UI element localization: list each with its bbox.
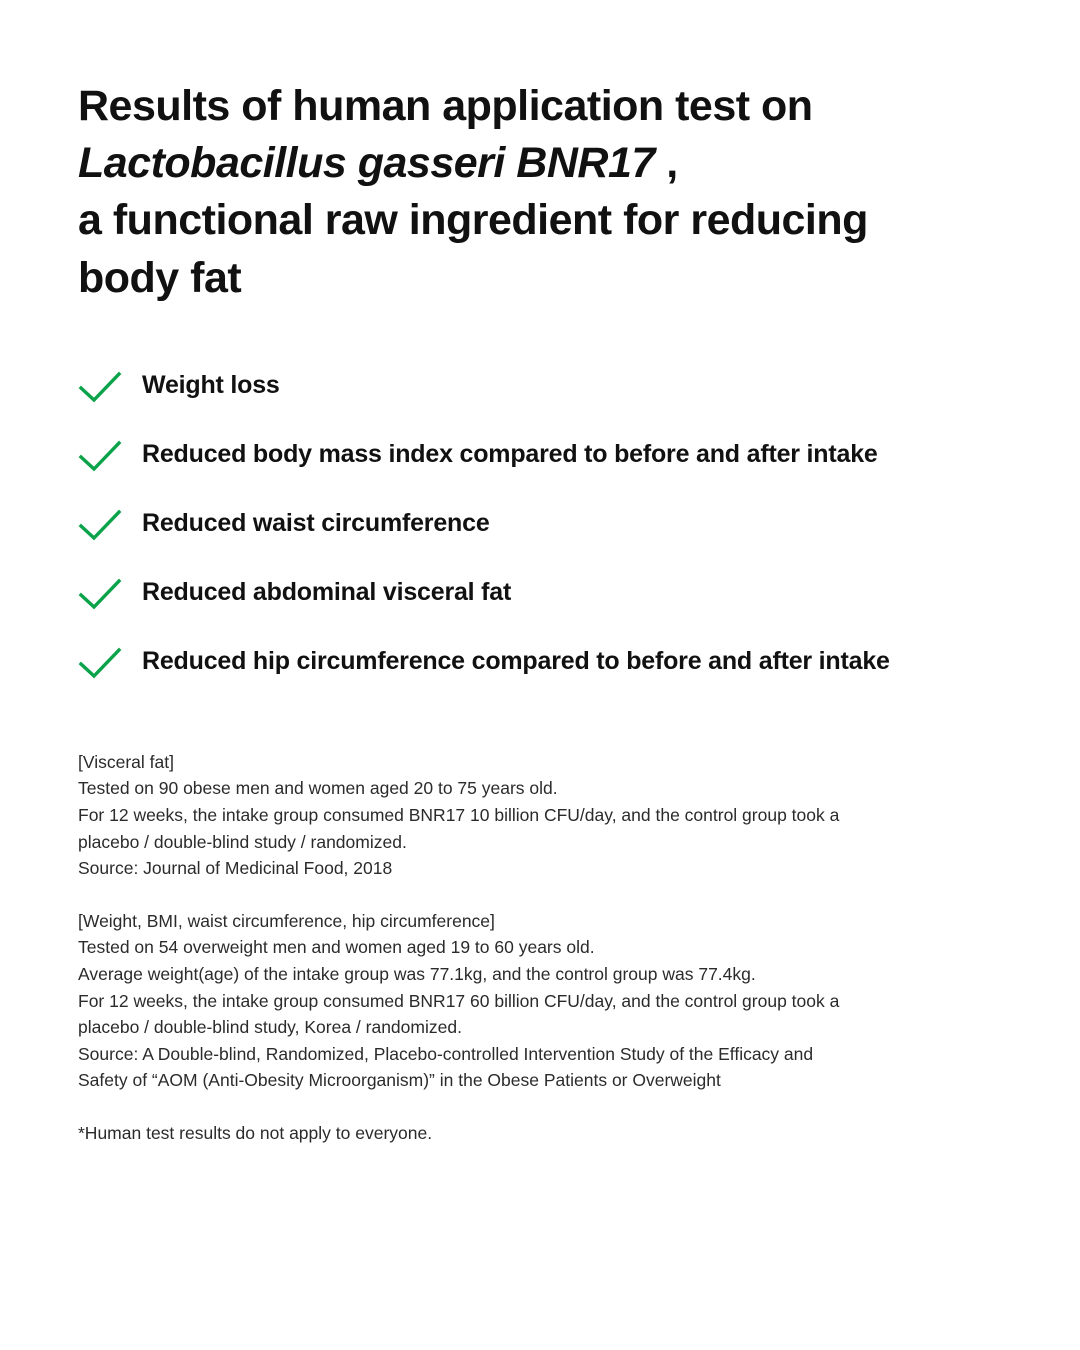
footnote-block-visceral-fat [78, 749, 988, 882]
list-item-label: Reduced body mass index compared to before and after intake [142, 439, 878, 468]
footnote-line: placebo / double-blind study, Korea / randomized. [78, 1017, 462, 1038]
list-item [78, 576, 1008, 612]
list-item-label: Reduced waist circumference [142, 508, 490, 537]
footnote-line: Average weight(age) of the intake group was 77.1kg, and the control group was 77.4kg. [78, 963, 756, 984]
check-icon [78, 509, 122, 543]
title-species-name: Lactobacillus gasseri BNR17 [78, 139, 655, 188]
title-line-4: body fat [78, 253, 242, 302]
title-line-3: a functional raw ingredient for reducing [78, 196, 868, 245]
benefits-list [78, 369, 1008, 681]
check-icon [78, 371, 122, 405]
check-icon [78, 647, 122, 681]
list-item-label: Reduced abdominal visceral fat [142, 577, 512, 606]
list-item-label: Reduced hip circumference compared to before and after intake [142, 646, 890, 675]
footnote-line: For 12 weeks, the intake group consumed BNR17 10 billion CFU/day, and the control group took a [78, 804, 840, 825]
list-item [78, 507, 1008, 543]
footnote-line: Safety of “AOM (Anti-Obesity Microorganism)” in the Obese Patients or Overweight [78, 1070, 721, 1091]
footnote-line: Source: A Double-blind, Randomized, Placebo-controlled Intervention Study of the Efficacy and [78, 1043, 814, 1064]
title-line-2-tail: , [654, 139, 678, 188]
footnotes [78, 749, 988, 1147]
footnote-block-weight-bmi [78, 908, 988, 1094]
footnote-line: Source: Journal of Medicinal Food, 2018 [78, 858, 393, 879]
title-line-2 [78, 135, 1008, 192]
title-line-1: Results of human application test on [78, 82, 813, 130]
footnote-line: For 12 weeks, the intake group consumed BNR17 60 billion CFU/day, and the control group took a [78, 990, 840, 1011]
check-icon [78, 440, 122, 474]
footnote-line: [Weight, BMI, waist circumference, hip circumference] [78, 910, 495, 931]
footnote-line: Tested on 54 overweight men and women aged 19 to 60 years old. [78, 937, 595, 958]
footnote-block-disclaimer [78, 1120, 988, 1147]
footnote-line: placebo / double-blind study / randomized. [78, 831, 407, 852]
list-item-label: Weight loss [142, 370, 280, 399]
page-title [78, 78, 1008, 307]
list-item [78, 438, 1008, 474]
footnote-line: *Human test results do not apply to everyone. [78, 1122, 433, 1143]
footnote-line: Tested on 90 obese men and women aged 20 to 75 years old. [78, 778, 558, 799]
footnote-line: [Visceral fat] [78, 751, 174, 772]
list-item [78, 645, 1008, 681]
check-icon [78, 578, 122, 612]
list-item [78, 369, 1008, 405]
